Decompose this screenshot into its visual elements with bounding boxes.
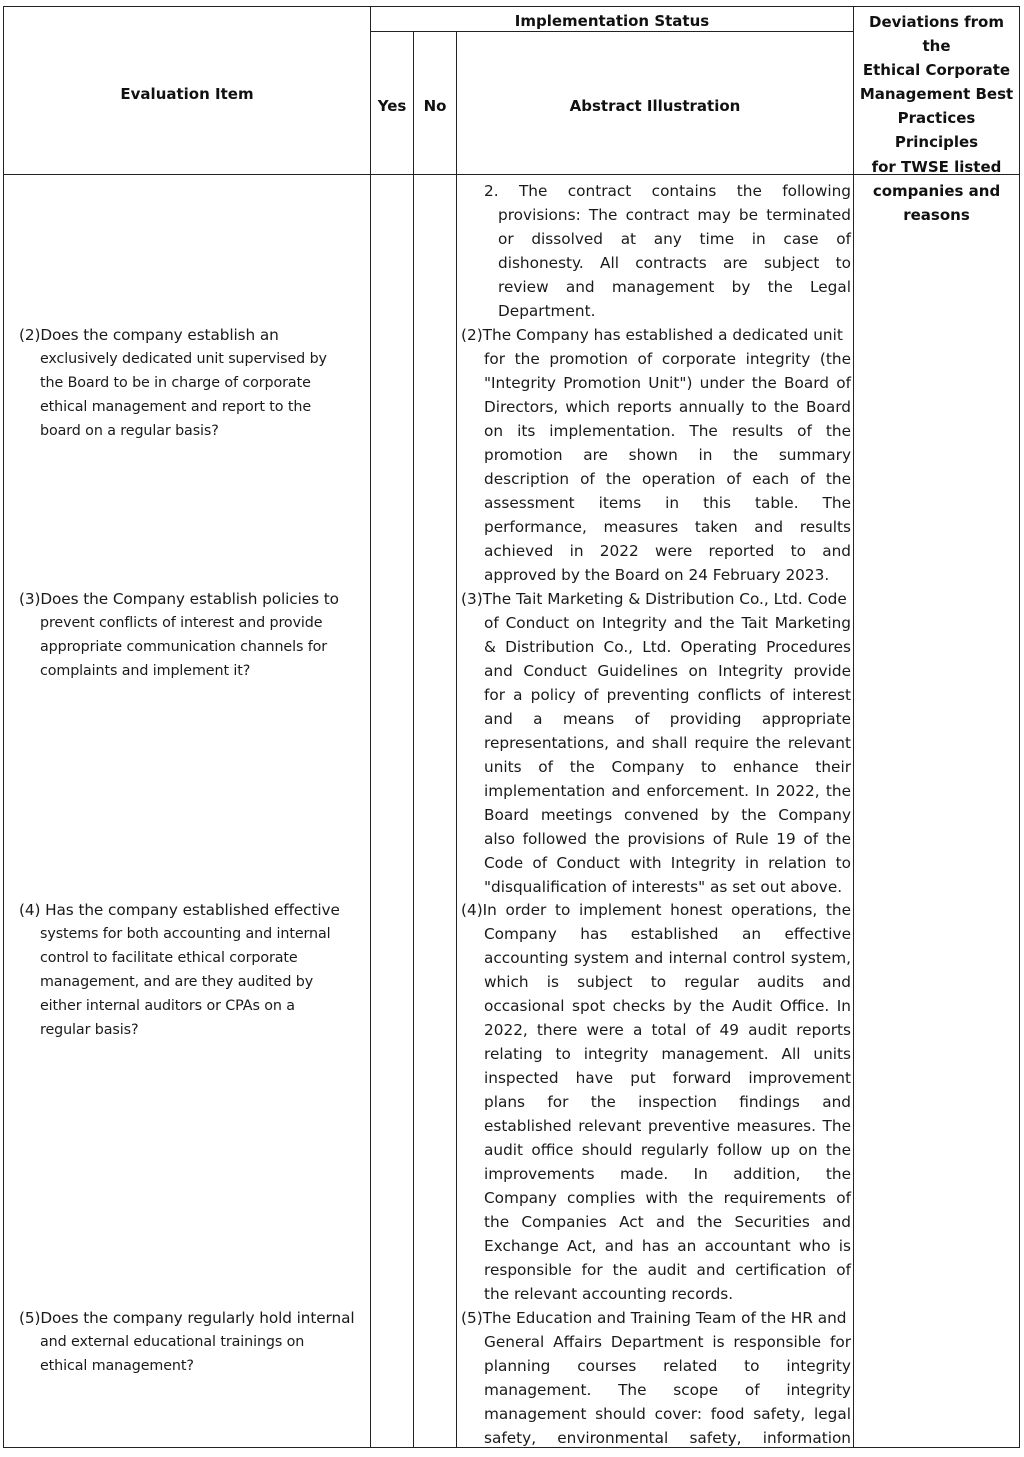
abstract-line: (4)In order to implement honest operations, the bbox=[461, 901, 851, 919]
col-border-yes bbox=[370, 6, 371, 1448]
header-deviations-line: Ethical Corporate bbox=[862, 61, 1011, 80]
abstract-line: also followed the provisions of Rule 19 of the bbox=[484, 830, 851, 848]
abstract-line: provisions: The contract may be terminated bbox=[498, 206, 851, 224]
abstract-line: the relevant accounting records. bbox=[484, 1285, 734, 1303]
abstract-row-4 bbox=[459, 898, 851, 1306]
abstract-line: management. The scope of integrity bbox=[484, 1381, 851, 1399]
abstract-line: for a policy of preventing conflicts of interest bbox=[484, 686, 851, 704]
abstract-line: planning courses related to integrity bbox=[484, 1357, 851, 1375]
evaluation-item-5 bbox=[19, 1306, 365, 1378]
table-left-border bbox=[3, 6, 4, 1448]
header-deviations-line: for TWSE listed bbox=[871, 157, 1002, 176]
evaluation-line: systems for both accounting and internal bbox=[40, 926, 331, 942]
evaluation-line: the Board to be in charge of corporate bbox=[40, 375, 311, 391]
abstract-line: for the promotion of corporate integrity (the bbox=[484, 350, 851, 368]
abstract-line: General Affairs Department is responsible for bbox=[484, 1333, 851, 1351]
evaluation-line: appropriate communication channels for bbox=[40, 639, 328, 655]
evaluation-line: either internal auditors or CPAs on a bbox=[40, 998, 295, 1014]
col-border-abstract bbox=[456, 31, 457, 1448]
abstract-line: which is subject to regular audits and bbox=[484, 973, 851, 991]
evaluation-line: prevent conflicts of interest and provide bbox=[40, 615, 323, 631]
evaluation-line: board on a regular basis? bbox=[40, 423, 219, 439]
abstract-line: Board meetings convened by the Company bbox=[484, 806, 851, 824]
evaluation-line: ethical management? bbox=[40, 1358, 194, 1374]
abstract-line: (2)The Company has established a dedicated unit bbox=[461, 326, 843, 344]
col-border-no bbox=[413, 31, 414, 1448]
abstract-line: representations, and shall require the relevant bbox=[484, 734, 851, 752]
abstract-row-3 bbox=[459, 587, 851, 899]
abstract-line: the Companies Act and the Securities and bbox=[484, 1213, 851, 1231]
evaluation-line: management, and are they audited by bbox=[40, 974, 314, 990]
abstract-line: of Conduct on Integrity and the Tait Marketing bbox=[484, 614, 851, 632]
abstract-line: Exchange Act, and has an accountant who is bbox=[484, 1237, 851, 1255]
evaluation-item-4 bbox=[19, 898, 365, 1042]
abstract-line: or dissolved at any time in case of bbox=[498, 230, 851, 248]
abstract-line: Company complies with the requirements of bbox=[484, 1189, 851, 1207]
abstract-line: & Distribution Co., Ltd. Operating Procedures bbox=[484, 638, 851, 656]
evaluation-line: (2)Does the company establish an bbox=[19, 326, 279, 344]
header-deviations-line: Practices Principles bbox=[894, 109, 979, 152]
abstract-line: dishonesty. All contracts are subject to bbox=[498, 254, 851, 272]
abstract-line: accounting system and internal control system, bbox=[484, 949, 851, 967]
abstract-line: management should cover: food safety, legal bbox=[484, 1405, 851, 1423]
evaluation-line: (5)Does the company regularly hold internal bbox=[19, 1309, 355, 1327]
abstract-line: implementation and enforcement. In 2022, the bbox=[484, 782, 851, 800]
evaluation-line: control to facilitate ethical corporate bbox=[40, 950, 298, 966]
abstract-line: on its implementation. The results of the bbox=[484, 422, 851, 440]
abstract-line: established relevant preventive measures. The bbox=[484, 1117, 851, 1135]
abstract-line: "disqualification of interests" as set out above. bbox=[484, 878, 843, 896]
evaluation-line: (3)Does the Company establish policies to bbox=[19, 590, 339, 608]
abstract-line: achieved in 2022 were reported to and bbox=[484, 542, 851, 560]
header-no: No bbox=[423, 97, 447, 115]
evaluation-line: exclusively dedicated unit supervised by bbox=[40, 351, 327, 367]
table-top-border bbox=[370, 6, 1020, 7]
abstract-line: safety, environmental safety, information bbox=[484, 1429, 851, 1447]
abstract-line: description of the operation of each of the bbox=[484, 470, 851, 488]
abstract-line: Department. bbox=[498, 302, 596, 320]
header-yes: Yes bbox=[377, 97, 407, 115]
abstract-line: responsible for the audit and certification of bbox=[484, 1261, 851, 1279]
abstract-line: 2022, there were a total of 49 audit reports bbox=[484, 1021, 851, 1039]
abstract-line: promotion are shown in the summary bbox=[484, 446, 851, 464]
evaluation-line: regular basis? bbox=[40, 1022, 139, 1038]
abstract-row-2 bbox=[459, 323, 851, 587]
table-right-border bbox=[1019, 6, 1020, 1448]
header-implementation-status: Implementation Status bbox=[514, 12, 710, 30]
abstract-line: (3)The Tait Marketing & Distribution Co., Ltd. Code bbox=[461, 590, 847, 608]
status-subheader-border bbox=[370, 31, 853, 32]
abstract-line: audit office should regularly follow up on the bbox=[484, 1141, 851, 1159]
abstract-line: "Integrity Promotion Unit") under the Board of bbox=[484, 374, 851, 392]
abstract-line: plans for the inspection findings and bbox=[484, 1093, 851, 1111]
abstract-line: occasional spot checks by the Audit Office. In bbox=[484, 997, 851, 1015]
evaluation-item-2 bbox=[19, 323, 365, 443]
header-deviations-line: companies and bbox=[872, 181, 1001, 200]
header-deviations bbox=[854, 10, 1019, 227]
header-deviations-line: reasons bbox=[903, 205, 970, 224]
header-abstract-illustration: Abstract Illustration bbox=[569, 97, 741, 115]
abstract-line: performance, measures taken and results bbox=[484, 518, 851, 536]
abstract-line: Company has established an effective bbox=[484, 925, 851, 943]
abstract-line: inspected have put forward improvement bbox=[484, 1069, 851, 1087]
evaluation-item-3 bbox=[19, 587, 365, 683]
evaluation-line: complaints and implement it? bbox=[40, 663, 251, 679]
abstract-line: 2. The contract contains the following bbox=[484, 182, 851, 200]
abstract-line: assessment items in this table. The bbox=[484, 494, 851, 512]
header-deviations-line: Deviations from the bbox=[869, 13, 1004, 56]
abstract-line: improvements made. In addition, the bbox=[484, 1165, 851, 1183]
abstract-line: relating to integrity management. All units bbox=[484, 1045, 851, 1063]
abstract-line: Directors, which reports annually to the Board bbox=[484, 398, 851, 416]
abstract-line: (5)The Education and Training Team of the HR and bbox=[461, 1309, 847, 1327]
abstract-row-1 bbox=[459, 179, 851, 323]
abstract-line: approved by the Board on 24 February 2023. bbox=[484, 566, 830, 584]
abstract-line: and Conduct Guidelines on Integrity provide bbox=[484, 662, 851, 680]
header-evaluation-item: Evaluation Item bbox=[120, 85, 254, 103]
evaluation-line: ethical management and report to the bbox=[40, 399, 312, 415]
abstract-line: review and management by the Legal bbox=[498, 278, 851, 296]
abstract-line: units of the Company to enhance their bbox=[484, 758, 851, 776]
abstract-line: Code of Conduct with Integrity in relation to bbox=[484, 854, 851, 872]
evaluation-line: and external educational trainings on bbox=[40, 1334, 305, 1350]
abstract-line: and a means of providing appropriate bbox=[484, 710, 851, 728]
evaluation-line: (4) Has the company established effective bbox=[19, 901, 340, 919]
abstract-row-5 bbox=[459, 1306, 851, 1450]
table-top-border-left bbox=[3, 6, 370, 7]
header-deviations-line: Management Best bbox=[859, 85, 1014, 104]
